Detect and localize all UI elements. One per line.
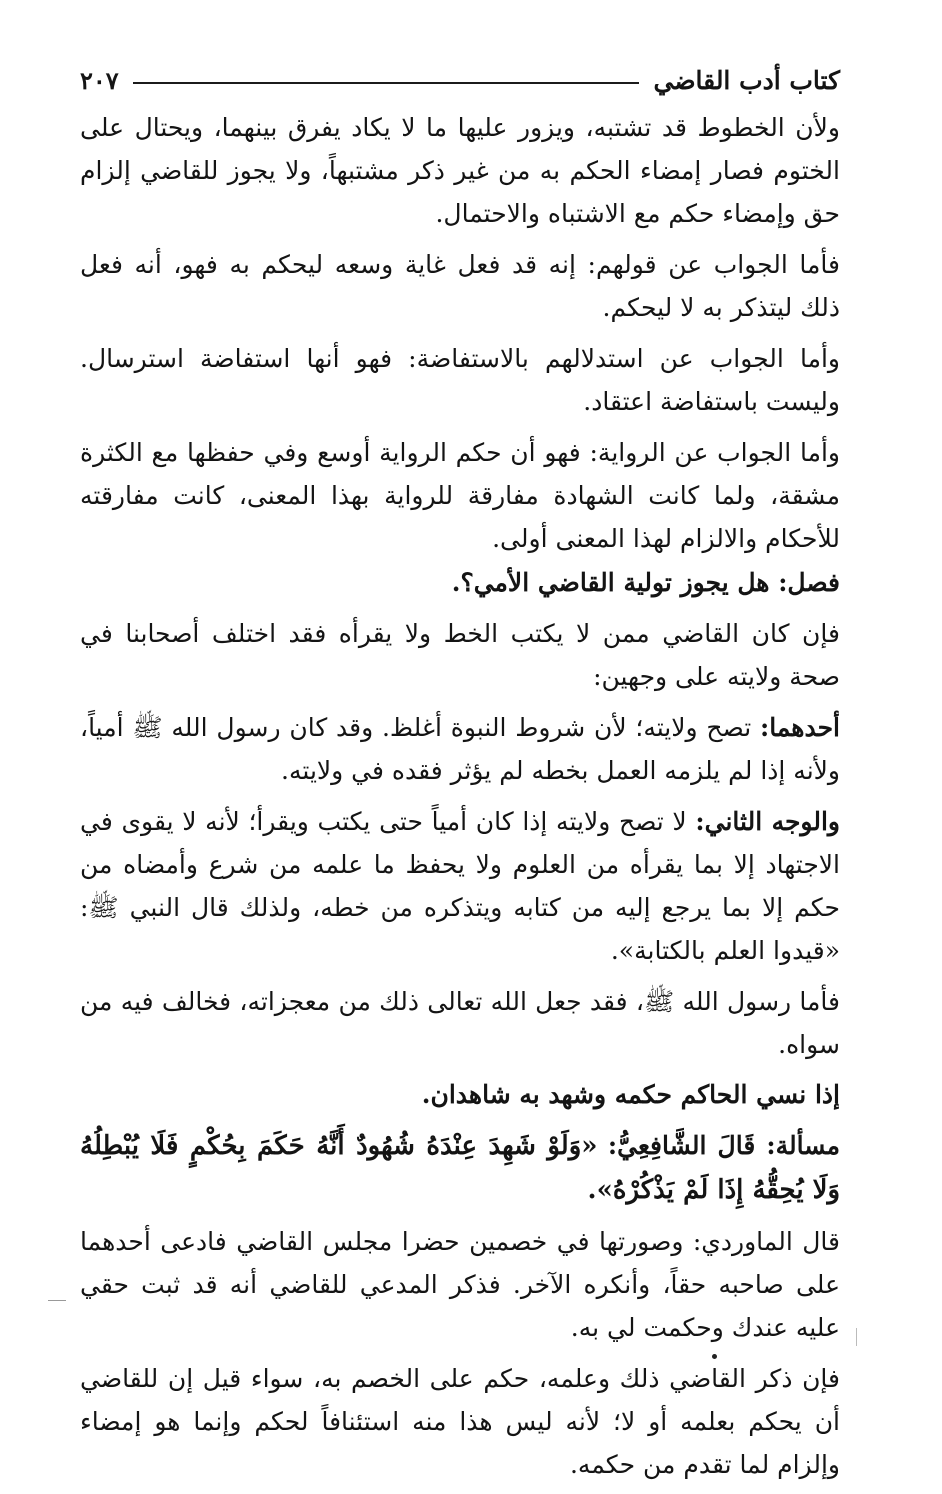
book-page [80,62,840,1494]
masala-label: مسألة: قَالَ الشَّافِعِيُّ: [607,1131,840,1160]
paragraph-8: فأما رسول الله ﷺ، فقد جعل الله تعالى ذلك من معجزاته، فخالف فيه من سواه. [80,987,840,1059]
first-view-label: أحدهما: [759,713,840,742]
second-view-label: والوجه الثاني: [695,807,840,836]
page-number: ٢٠٧ [80,65,119,95]
paragraph-6 [80,706,840,792]
header-rule [133,82,640,84]
margin-tick [856,1328,857,1346]
section-heading-2: إذا نسي الحاكم حكمه وشهد به شاهدان. [421,1080,840,1109]
paragraph-4: وأما الجواب عن الرواية: فهو أن حكم الرواية أوسع وفي حفظها مع الكثرة مشقة، ولما كانت الشهادة مفارقة للرواية بهذا المعنى، كانت مفارقته للأحكام والالزام لهذا المعنى أولى. [80,438,840,553]
paragraph-7 [80,800,840,972]
paragraph-3: وأما الجواب عن استدلالهم بالاستفاضة: فهو أنها استفاضة استرسال. وليست باستفاضة اعتقاد. [80,344,840,416]
book-title: كتاب أدب القاضي [653,65,840,95]
paragraph-1: ولأن الخطوط قد تشتبه، ويزور عليها ما لا يكاد يفرق بينهما، ويحتال على الختوم فصار إمضاء الحكم به من غير ذكر مشتبهاً، ولا يجوز للقاضي إلزام حق وإمضاء حكم مع الاشتباه والاحتمال. [80,113,840,228]
masala-quote: «وَلَوْ شَهِدَ عِنْدَهُ شُهُودٌ أَنَّهُ حَكَمَ بِحُكْمٍ فَلَا يُبْطِلُهُ وَلَا يُحِقُّهُ إِذَا لَمْ يَذْكُرْهُ». [80,1131,840,1205]
paragraph-10: فإن ذكر القاضي ذلك وعلمه، حكم على الخصم به، سواء قيل إن للقاضي أن يحكم بعلمه أو لا؛ لأنه ليس هذا منه استئنافاً لحكم وإنما هو إمضاء وإلزام لما تقدم من حكمه. [80,1364,840,1479]
first-view-text: تصح ولايته؛ لأن شروط النبوة أغلظ. وقد كان رسول الله ﷺ أمياً، ولأنه إذا لم يلزمه العمل بخطه لم يؤثر فقده في ولايته. [80,713,840,785]
second-view-text: لا تصح ولايته إذا كان أمياً حتى يكتب ويقرأ؛ لأنه لا يقوى في الاجتهاد إلا بما يقرأه من العلوم ولا يحفظ ما علمه من شرع وأمضاه من حكم إلا بما يرجع إليه من كتابه ويتذكره من خطه، ولذلك قال النبي ﷺ: «قيدوا العلم بالكتابة». [80,807,840,965]
section-heading-fasl [80,562,840,604]
page-dot [712,1354,717,1359]
fasl-label: فصل: [778,568,840,597]
paragraph-9: قال الماوردي: وصورتها في خصمين حضرا مجلس القاضي فادعى أحدهما على صاحبه حقاً، وأنكره الآخر. فذكر المدعي للقاضي أنه قد ثبت حقي عليه عندك وحكمت لي به. [80,1227,840,1342]
masala-paragraph [80,1124,840,1212]
fasl-text: هل يجوز تولية القاضي الأمي؟. [451,568,770,597]
paragraph-5: فإن كان القاضي ممن لا يكتب الخط ولا يقرأه فقد اختلف أصحابنا في صحة ولايته على وجهين: [80,619,840,691]
margin-mark [48,1300,66,1301]
paragraph-2: فأما الجواب عن قولهم: إنه قد فعل غاية وسعه ليحكم به فهو، أنه فعل ذلك ليتذكر به لا ليحكم. [80,250,840,322]
running-header [80,62,840,98]
